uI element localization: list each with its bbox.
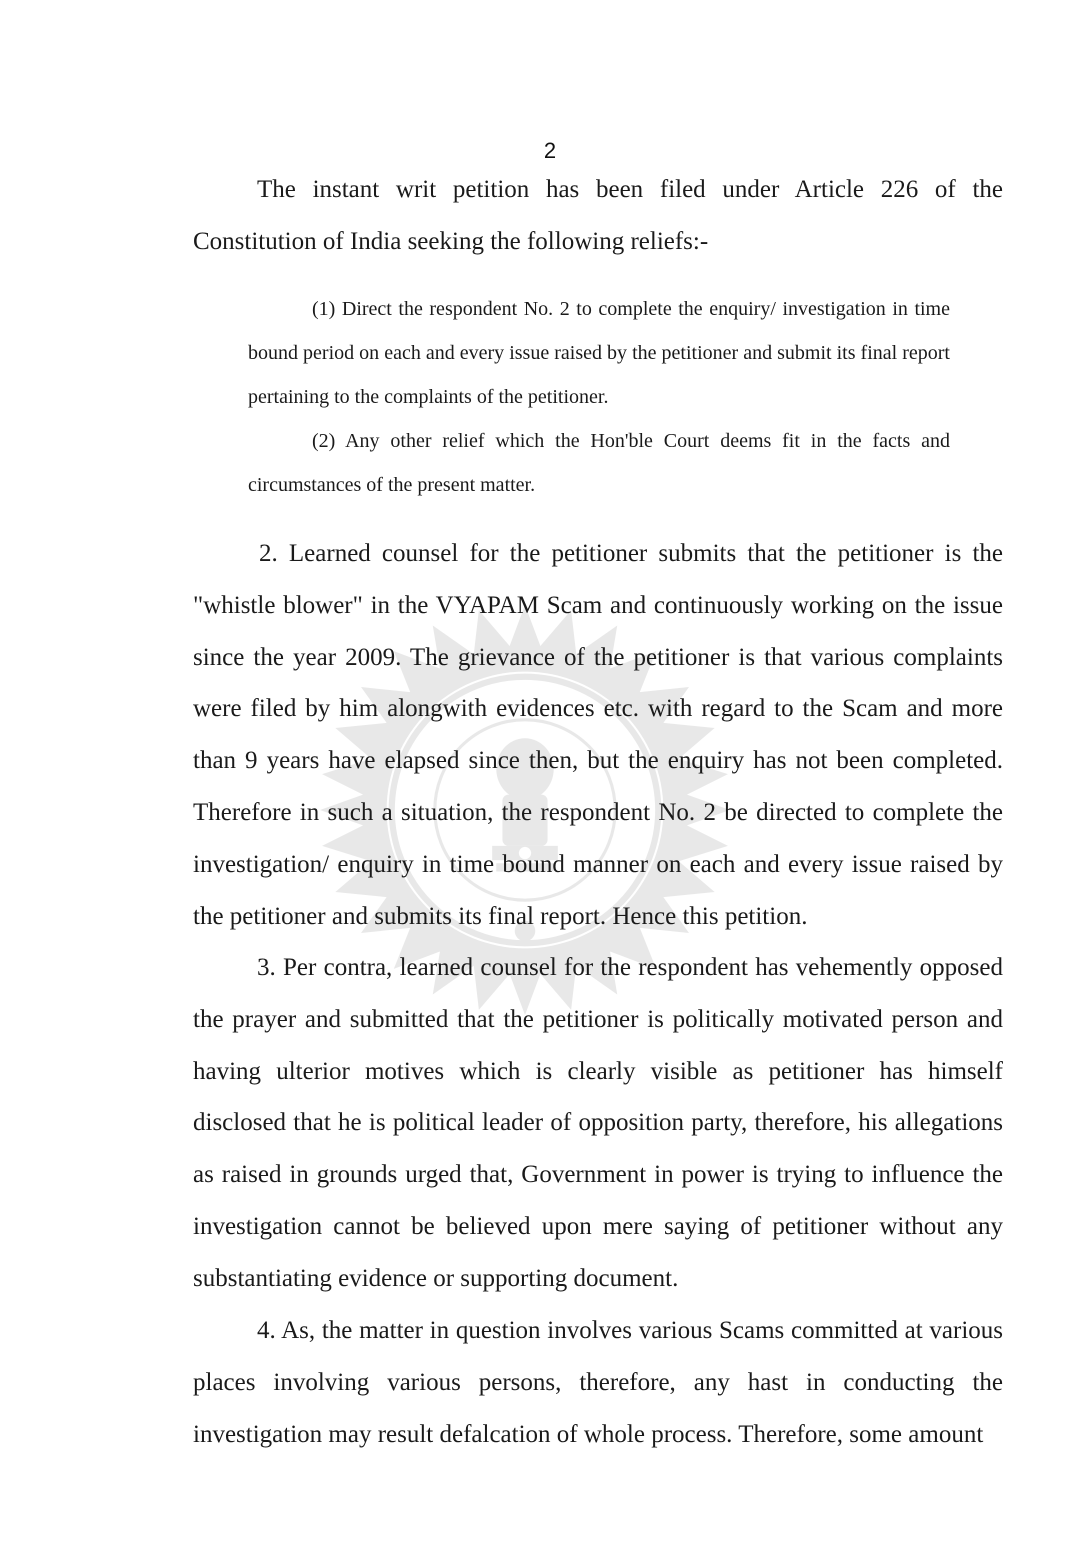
paragraph-4 [193, 1305, 1003, 1460]
paragraph-text: 3. Per contra, learned counsel for the respondent has vehemently opposed the prayer and submitted that the petitioner is politically motivated person and having ulterior motives which is clearly visible as petitioner has himself disclosed that he is political leader of opposition party, therefore, his allegations as raised in grounds urged that, Government in power is trying to influence the investigation cannot be believed upon mere saying of petitioner without any substantiating evidence or supporting document. [193, 954, 1003, 1292]
paragraph-text: 2. Learned counsel for the petitioner submits that the petitioner is the "whistle blower" in the VYAPAM Scam and continuously working on the issue since the year 2009. The grievance of the petitioner is that various complaints were filed by him alongwith evidences etc. with regard to the Scam and more than 9 years have elapsed since then, but the enquiry has not been completed. Therefore in such a situation, the respondent No. 2 be directed to complete the investigation/ enquiry in time bound manner on each and every issue raised by the petitioner and submits its final report. Hence this petition. [193, 540, 1003, 930]
intro-paragraph [193, 164, 1003, 268]
paragraph-3 [193, 942, 1003, 1305]
relief-item [248, 287, 950, 419]
relief-item [248, 419, 950, 507]
relief-text: (1) Direct the respondent No. 2 to complete the enquiry/ investigation in time bound period on each and every issue raised by the petitioner and submit its final report pertaining to the complaints of the petitioner. [248, 298, 950, 408]
page-number: 2 [543, 138, 557, 163]
paragraph-2 [193, 528, 1003, 942]
intro-text: The instant writ petition has been filed under Article 226 of the Constitution of India seeking the following reliefs:- [193, 176, 1003, 255]
relief-text: (2) Any other relief which the Hon'ble Court deems fit in the facts and circumstances of the present matter. [248, 430, 950, 496]
paragraph-text: 4. As, the matter in question involves various Scams committed at various places involving various persons, therefore, any hast in conducting the investigation may result defalcation of whole process. Therefore, some amount [193, 1317, 1003, 1448]
